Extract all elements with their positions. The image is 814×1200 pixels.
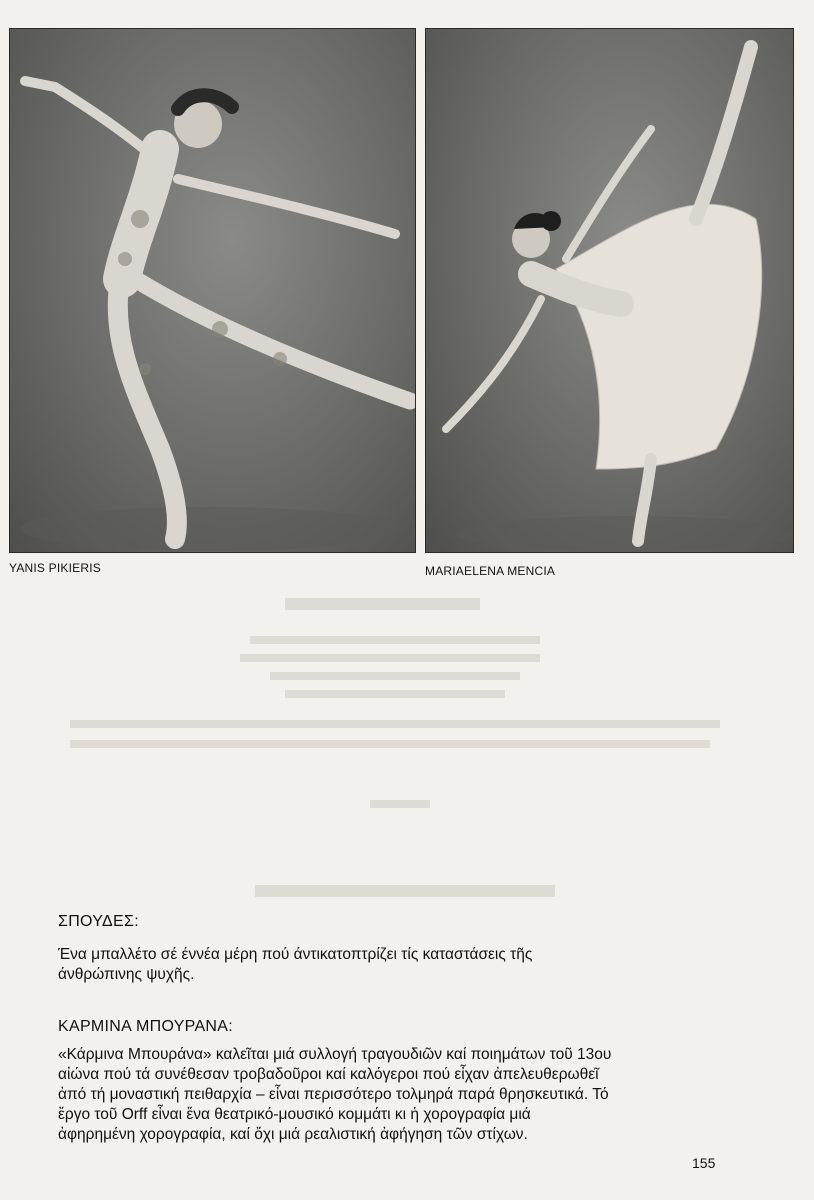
text-line: Ένα μπαλλέτο σέ έννέα μέρη πού άντικατοπτρίζει τίς καταστάσεις τῆς bbox=[58, 946, 533, 963]
text-line: ἔργο τοῦ Orff εἶναι ἕνα θεατρικό-μουσικό κομμάτι κι ἡ χορογραφία μιά bbox=[58, 1106, 531, 1123]
section-heading-spoudes: ΣΠΟΥΔΕΣ: bbox=[58, 913, 139, 930]
text-line: άνθρώπινης ψυχῆς. bbox=[58, 966, 195, 983]
male-dancer-figure bbox=[10, 29, 415, 552]
female-dancer-photo bbox=[425, 28, 794, 553]
paragraph-karmina-burana bbox=[58, 1045, 738, 1145]
photo-caption-right: MARIAELENA MENCIA bbox=[425, 564, 556, 578]
text-line: αἰώνα πού τά συνέθεσαν τροβαδοῦροι καί καλόγεροι πού εἶχαν ἀπελευθερωθεῖ bbox=[58, 1066, 599, 1083]
page-number: 155 bbox=[692, 1155, 716, 1171]
male-dancer-photo bbox=[9, 28, 416, 553]
text-line: ἀπό τή μοναστική πειθαρχία – εἶναι περισσότερο τολμηρά παρά θρησκευτικά. Τό bbox=[58, 1086, 609, 1103]
photo-caption-left: YANIS PIKIERIS bbox=[9, 561, 101, 575]
section-heading-karmina-burana: ΚΑΡΜΙΝΑ ΜΠΟΥΡΑΝΑ: bbox=[58, 1018, 233, 1035]
female-dancer-figure bbox=[426, 29, 793, 552]
text-line: «Κάρμινα Μπουράνα» καλεῖται μιά συλλογή τραγουδιῶν καί ποιημάτων τοῦ 13ου bbox=[58, 1046, 612, 1063]
paragraph-spoudes bbox=[58, 945, 738, 985]
text-line: ἀφηρημένη χορογραφία, καί ὄχι μιά ρεαλιστική ἀφήγηση τῶν στίχων. bbox=[58, 1126, 528, 1143]
